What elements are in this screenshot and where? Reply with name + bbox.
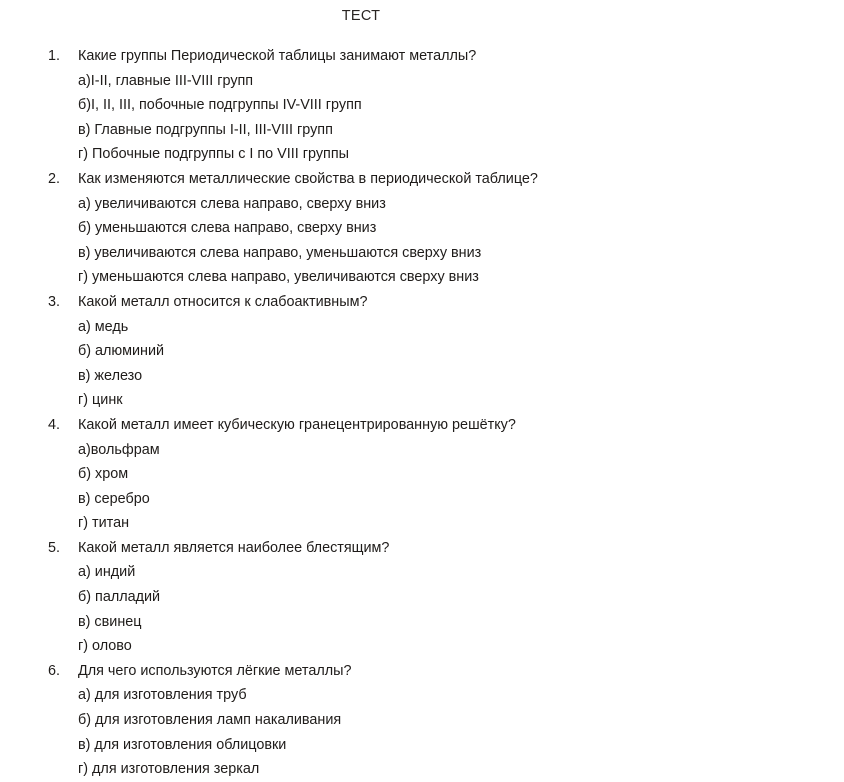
answer-option[interactable] <box>0 192 844 217</box>
question-number: 2. <box>48 170 61 187</box>
answer-option[interactable] <box>0 438 844 463</box>
answer-option-text: б) хром <box>78 466 129 483</box>
question-block <box>0 44 844 167</box>
question-number: 6. <box>48 662 61 679</box>
answer-option[interactable] <box>0 118 844 143</box>
answer-option[interactable] <box>0 610 844 635</box>
question-number: 5. <box>48 539 61 556</box>
question-line <box>0 44 844 69</box>
answer-option-text: г) цинк <box>78 392 123 409</box>
answer-option-text: а) для изготовления труб <box>78 687 247 704</box>
page-title: ТЕСТ <box>341 8 381 24</box>
answer-option-text: а) индий <box>78 564 136 581</box>
answer-option-text: б) уменьшаются слева направо, сверху вниз <box>78 220 377 237</box>
answer-option[interactable] <box>0 142 844 167</box>
answer-option[interactable] <box>0 585 844 610</box>
answer-option-text: г) для изготовления зеркал <box>78 761 260 778</box>
answer-option-text: в) для изготовления облицовки <box>78 736 287 753</box>
answer-option-text: в) Главные подгруппы I-II, III-VIII групп <box>78 121 333 138</box>
answer-option-text: в) серебро <box>78 490 150 507</box>
question-text: Какой металл относится к слабоактивным? <box>78 293 368 310</box>
answer-option[interactable] <box>0 216 844 241</box>
answer-option-text: в) железо <box>78 367 143 384</box>
question-text: Какой металл является наиболее блестящим? <box>78 539 390 556</box>
answer-option-text: б)I, II, III, побочные подгруппы IV-VIII групп <box>78 97 362 114</box>
question-number: 4. <box>48 416 61 433</box>
answer-option-text: а)I-II, главные III-VIII групп <box>78 72 254 89</box>
question-line <box>0 413 844 438</box>
question-line <box>0 290 844 315</box>
answer-option[interactable] <box>0 93 844 118</box>
answer-option[interactable] <box>0 511 844 536</box>
answer-option[interactable] <box>0 265 844 290</box>
answer-option[interactable] <box>0 388 844 413</box>
question-text: Какие группы Периодической таблицы занимают металлы? <box>78 48 477 64</box>
answer-option[interactable] <box>0 315 844 340</box>
answer-option[interactable] <box>0 708 844 733</box>
question-block <box>0 659 844 782</box>
answer-option-text: г) уменьшаются слева направо, увеличиваются сверху вниз <box>78 269 479 286</box>
answer-option-text: г) Побочные подгруппы с I по VIII группы <box>78 146 349 163</box>
answer-option[interactable] <box>0 339 844 364</box>
question-block <box>0 536 844 659</box>
question-text: Для чего используются лёгкие металлы? <box>78 662 352 679</box>
answer-option[interactable] <box>0 560 844 585</box>
answer-option-text: г) титан <box>78 515 130 532</box>
answer-option[interactable] <box>0 634 844 659</box>
answer-option-text: в) свинец <box>78 613 142 630</box>
question-number: 3. <box>48 293 61 310</box>
answer-option[interactable] <box>0 487 844 512</box>
answer-option[interactable] <box>0 733 844 758</box>
answer-option[interactable] <box>0 757 844 782</box>
answer-option[interactable] <box>0 462 844 487</box>
question-text: Как изменяются металлические свойства в периодической таблице? <box>78 170 538 187</box>
question-line <box>0 167 844 192</box>
answer-option-text: а) медь <box>78 318 129 335</box>
question-block <box>0 413 844 536</box>
question-text: Какой металл имеет кубическую гранецентрированную решётку? <box>78 416 516 433</box>
answer-option-text: в) увеличиваются слева направо, уменьшаются сверху вниз <box>78 244 482 261</box>
answer-option-text: б) алюминий <box>78 343 165 360</box>
answer-option-text: б) для изготовления ламп накаливания <box>78 712 342 729</box>
question-list <box>0 44 844 782</box>
question-block <box>0 290 844 413</box>
question-number: 1. <box>48 48 61 64</box>
question-line <box>0 536 844 561</box>
answer-option-text: б) палладий <box>78 589 161 606</box>
answer-option-text: а) увеличиваются слева направо, сверху вниз <box>78 195 386 212</box>
answer-option[interactable] <box>0 683 844 708</box>
question-block <box>0 167 844 290</box>
answer-option[interactable] <box>0 241 844 266</box>
answer-option[interactable] <box>0 364 844 389</box>
answer-option-text: г) олово <box>78 638 132 655</box>
question-line <box>0 659 844 684</box>
answer-option-text: а)вольфрам <box>78 441 160 458</box>
answer-option[interactable] <box>0 69 844 94</box>
